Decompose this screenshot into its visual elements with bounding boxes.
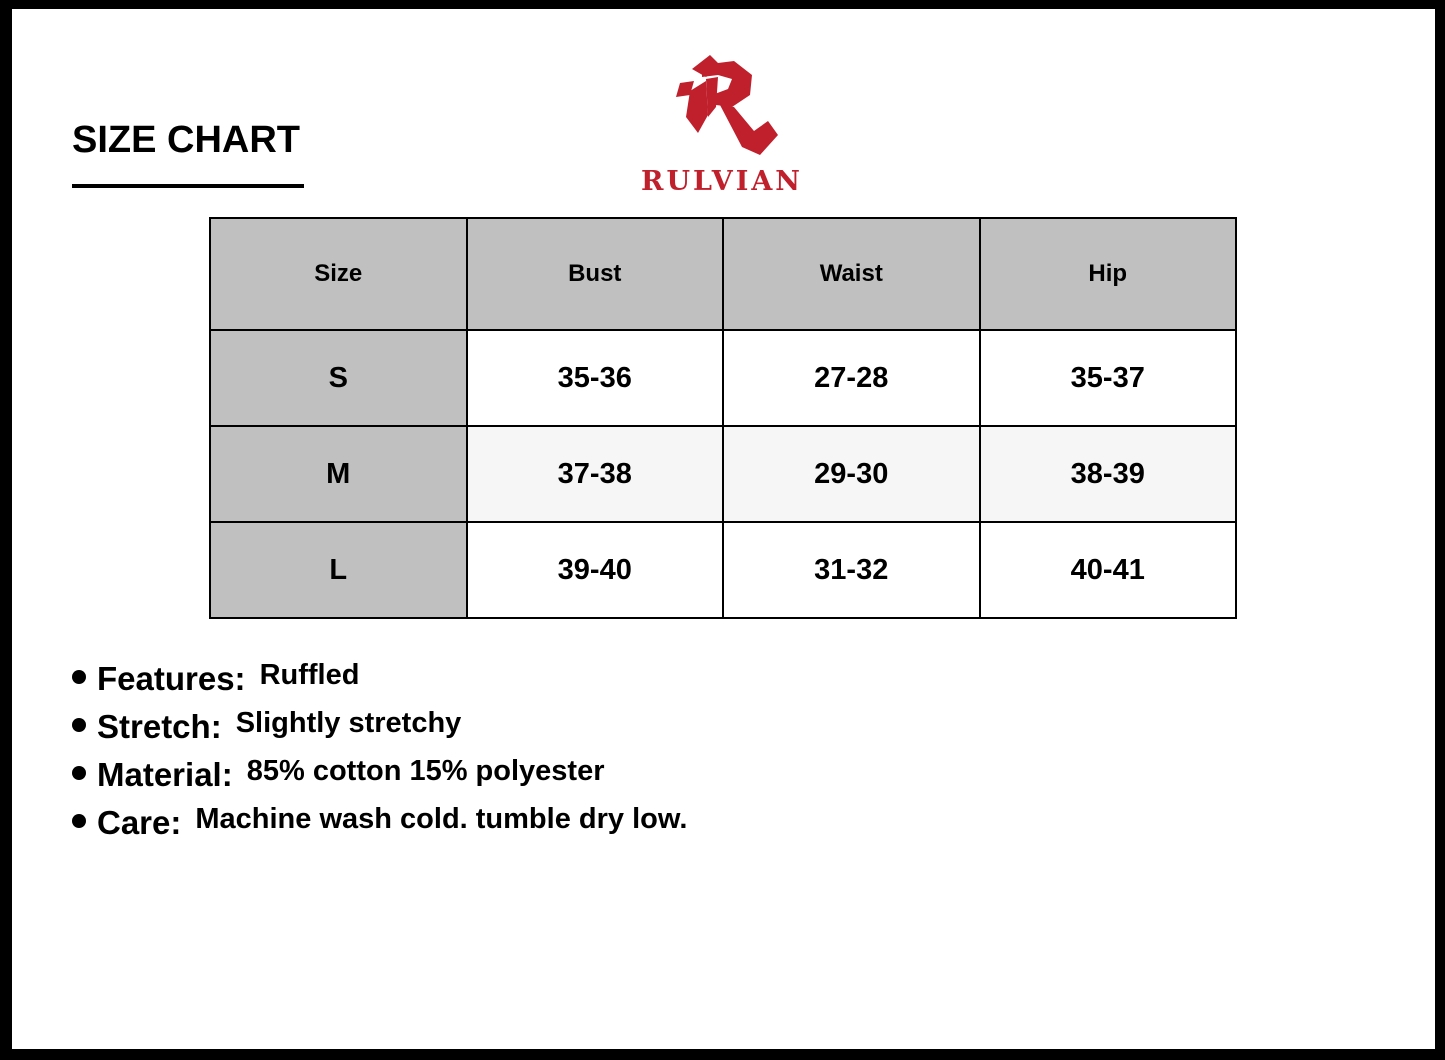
size-cell: L — [210, 522, 467, 618]
feature-value: Ruffled — [259, 659, 360, 691]
table-row — [210, 426, 1236, 522]
column-header-hip: Hip — [980, 218, 1237, 330]
r-monogram-icon — [672, 51, 782, 163]
page-title: SIZE CHART — [72, 119, 300, 161]
bullet-icon — [72, 718, 86, 732]
list-item — [72, 659, 687, 707]
bust-cell: 39-40 — [467, 522, 724, 618]
column-header-bust: Bust — [467, 218, 724, 330]
feature-list — [72, 659, 687, 851]
column-header-waist: Waist — [723, 218, 980, 330]
material-label: Material: — [97, 756, 233, 793]
list-item — [72, 707, 687, 755]
waist-cell: 29-30 — [723, 426, 980, 522]
column-header-size: Size — [210, 218, 467, 330]
list-item — [72, 803, 687, 851]
hip-cell: 40-41 — [980, 522, 1237, 618]
hip-cell: 35-37 — [980, 330, 1237, 426]
size-chart-sheet — [12, 9, 1435, 1049]
waist-cell: 27-28 — [723, 330, 980, 426]
bullet-icon — [72, 670, 86, 684]
stretch-value: Slightly stretchy — [235, 707, 462, 739]
care-label: Care: — [97, 804, 182, 841]
table-row — [210, 330, 1236, 426]
size-cell: S — [210, 330, 467, 426]
care-value: Machine wash cold. tumble dry low. — [195, 803, 688, 835]
brand-logo — [612, 51, 832, 201]
title-underline — [72, 184, 304, 188]
stretch-label: Stretch: — [97, 708, 222, 745]
list-item — [72, 755, 687, 803]
bullet-icon — [72, 766, 86, 780]
bullet-icon — [72, 814, 86, 828]
table-row — [210, 522, 1236, 618]
brand-wordmark: RULVIAN — [641, 166, 803, 197]
material-value: 85% cotton 15% polyester — [246, 755, 605, 787]
waist-cell: 31-32 — [723, 522, 980, 618]
feature-label: Features: — [97, 660, 246, 697]
bust-cell: 35-36 — [467, 330, 724, 426]
hip-cell: 38-39 — [980, 426, 1237, 522]
size-table — [209, 217, 1237, 619]
bust-cell: 37-38 — [467, 426, 724, 522]
size-cell: M — [210, 426, 467, 522]
table-header-row — [210, 218, 1236, 330]
